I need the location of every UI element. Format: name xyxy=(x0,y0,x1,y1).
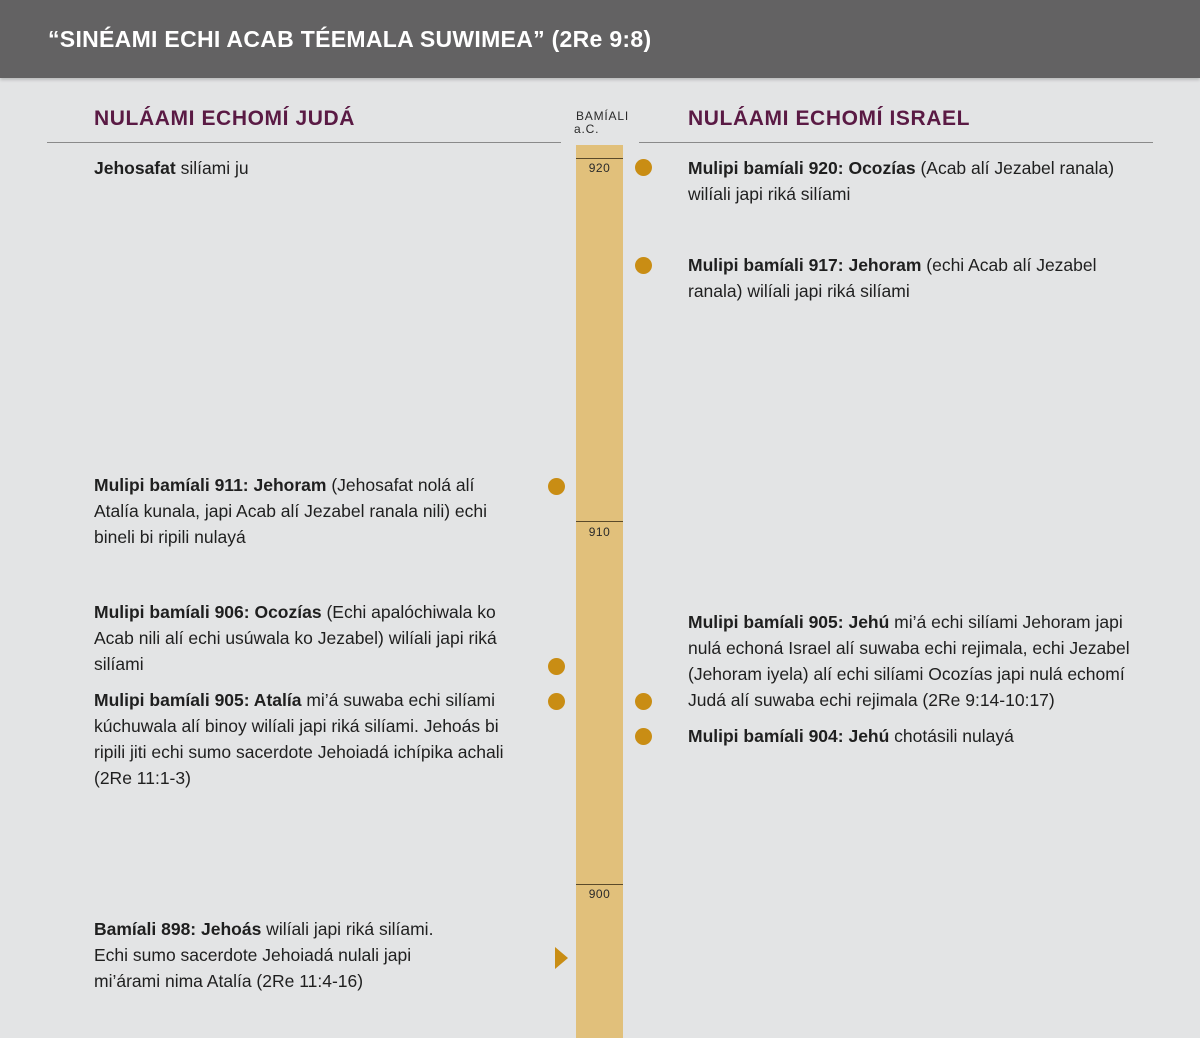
event-text: (Echi apalóchiwala ko Acab nili alí echi usúwala ko Jezabel) wilíali japi riká silíami xyxy=(94,602,497,674)
juda-column-heading: NULÁAMI ECHOMÍ JUDÁ xyxy=(94,107,356,130)
juda-event-jehosafat xyxy=(94,155,534,181)
right-divider xyxy=(639,142,1153,143)
circle-marker-icon xyxy=(635,693,652,710)
israel-column-heading: NULÁAMI ECHOMÍ ISRAEL xyxy=(688,107,971,130)
circle-marker-icon xyxy=(548,478,565,495)
tick-920 xyxy=(576,158,623,159)
circle-marker-icon xyxy=(635,159,652,176)
israel-event-jehoram xyxy=(688,252,1148,304)
israel-event-jehu-905 xyxy=(688,609,1158,713)
tick-label-900: 900 xyxy=(588,887,611,901)
event-text: silíami ju xyxy=(175,158,249,178)
title-banner xyxy=(0,0,1200,78)
circle-marker-icon xyxy=(635,257,652,274)
page-title: “SINÉAMI ECHI ACAB TÉEMALA SUWIMEA” (2Re 9:8) xyxy=(48,26,652,52)
israel-event-jehu-904 xyxy=(688,723,1158,749)
tick-900 xyxy=(576,884,623,885)
left-divider xyxy=(47,142,561,143)
event-title: Mulipi bamíali 904: Jehú xyxy=(688,726,890,746)
event-text: mi’á suwaba echi silíami kúchuwala alí binoy wilíali japi riká silíami. Jehoás bi ripili jiti echi sumo sacerdote Jehoiadá ichípika achali (2Re 11:1-3) xyxy=(94,690,504,788)
event-text: mi’á echi silíami Jehoram japi nulá echoná Israel alí suwaba echi rejimala, echi Jezabel (Jehoram iyela) alí echi silíami Ocozías japi nulá echomí Judá alí suwaba echi rejimala (2Re 9:14-10:17) xyxy=(688,612,1130,710)
event-title: Mulipi bamíali 905: Atalía xyxy=(94,690,302,710)
tick-910 xyxy=(576,521,623,522)
event-title: Mulipi bamíali 920: Ocozías xyxy=(688,158,916,178)
tick-label-910: 910 xyxy=(588,525,611,539)
juda-event-jehoram xyxy=(94,472,504,550)
circle-marker-icon xyxy=(548,693,565,710)
event-text: (echi Acab alí Jezabel ranala) wilíali japi riká silíami xyxy=(688,255,1097,301)
juda-event-jehoas xyxy=(94,916,464,994)
triangle-arrow-icon xyxy=(555,947,568,969)
event-title: Mulipi bamíali 911: Jehoram xyxy=(94,475,327,495)
event-title: Jehosafat xyxy=(94,158,176,178)
juda-event-ocozias xyxy=(94,599,524,677)
event-title: Mulipi bamíali 905: Jehú xyxy=(688,612,890,632)
event-text: (Acab alí Jezabel ranala) wilíali japi riká silíami xyxy=(688,158,1115,204)
year-axis-heading xyxy=(574,110,636,136)
event-title: Mulipi bamíali 917: Jehoram xyxy=(688,255,922,275)
circle-marker-icon xyxy=(548,658,565,675)
event-text: chotásili nulayá xyxy=(889,726,1014,746)
event-text: wilíali japi riká silíami. Echi sumo sacerdote Jehoiadá nulali japi mi’árami nima Atalía (2Re 11:4-16) xyxy=(94,919,434,991)
juda-event-atalia xyxy=(94,687,504,791)
tick-label-920: 920 xyxy=(588,161,611,175)
year-heading-line2: a.C. xyxy=(574,122,600,136)
timeline-bar xyxy=(576,145,623,1038)
event-text: (Jehosafat nolá alí Atalía kunala, japi Acab alí Jezabel ranala nili) echi bineli bi ripili nulayá xyxy=(94,475,488,547)
circle-marker-icon xyxy=(635,728,652,745)
event-title: Bamíali 898: Jehoás xyxy=(94,919,262,939)
year-heading-line1: BAMÍALI xyxy=(576,109,629,123)
event-title: Mulipi bamíali 906: Ocozías xyxy=(94,602,322,622)
israel-event-ocozias xyxy=(688,155,1148,207)
